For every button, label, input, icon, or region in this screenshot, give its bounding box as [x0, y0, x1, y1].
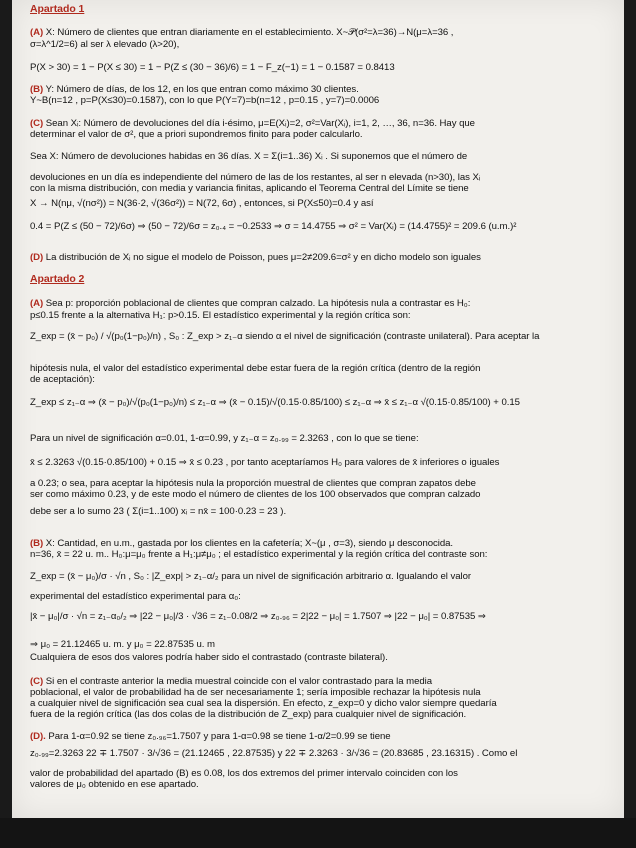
text-line: Sea X: Número de devoluciones habidas en 36 días. X = Σ(i=1..36) Xᵢ . Si suponemos que el número de	[30, 151, 468, 162]
section-letter-label: (A)	[30, 298, 44, 309]
formula-line: x̄ ≤ 2.3263 √(0.15·0.85/100) + 0.15 ⇒ x̄ ≤ 0.23 , por tanto aceptaríamos H₀ para valores de x̄ inferiores o iguales	[30, 457, 500, 468]
text-line: (D) La distribución de Xᵢ no sigue el modelo de Poisson, pues μ=2≠209.6=σ² y en dicho modelo son iguales	[30, 252, 481, 263]
text-line: (B) Y: Número de días, de los 12, en los que entran como máximo 30 clientes.	[30, 84, 359, 95]
section-title-apartado-2: Apartado 2	[30, 273, 85, 285]
text-line: poblacional, el valor de probabilidad ha de ser necesariamente 1; sería imposible rechazar la hipótesis nula	[30, 687, 481, 698]
text-line: hipótesis nula, el valor del estadístico experimental debe estar fuera de la región crítica (dentro de la región	[30, 363, 481, 374]
text-line: p≤0.15 frente a la alternativa H₁: p>0.15. El estadístico experimental y la región crítica son:	[30, 310, 411, 321]
section-letter-label: (D)	[30, 252, 44, 263]
formula-line: ⇒ μ₀ = 21.12465 u. m. y μ₀ = 22.87535 u. m	[30, 639, 215, 650]
formula-line: 0.4 = P(Z ≤ (50 − 72)/6σ) ⇒ (50 − 72)/6σ = z₀.₄ = −0.2533 ⇒ σ = 14.4755 ⇒ σ² = Var(Xᵢ) = (14.4755)² = 209.6 (u.m.)²	[30, 221, 517, 232]
text-line: Para un nivel de significación α=0.01, 1-α=0.99, y z₁₋α = z₀.₉₉ = 2.3263 , con lo que se tiene:	[30, 433, 419, 444]
document-page	[12, 0, 624, 818]
section-letter-label: (D).	[30, 731, 46, 742]
text-line: (A) Sea p: proporción poblacional de clientes que compran calzado. La hipótesis nula a contrastar es H₀:	[30, 298, 471, 309]
section-letter-label: (C)	[30, 118, 44, 129]
text-line: Y~B(n=12 , p=P(X≤30)=0.1587), con lo que P(Y=7)=b(n=12 , p=0.15 , y=7)=0.0006	[30, 95, 380, 106]
text-line: fuera de la región crítica (las dos colas de la distribución de Z_exp) para cualquier nivel de significación.	[30, 709, 467, 720]
formula-line: |x̄ − μ₀|/σ · √n = z₁₋α₀/₂ ⇒ |22 − μ₀|/3 · √36 = z₁₋0.08/2 ⇒ z₀.₉₆ = 2|22 − μ₀| = 1.7507 ⇒ |22 − μ₀| = 0.87535 ⇒	[30, 611, 486, 622]
text-line: valor de probabilidad del apartado (B) es 0.08, los dos extremos del primer intervalo coinciden con los	[30, 768, 458, 779]
bottom-dark-edge	[0, 818, 636, 848]
text-line: σ=λ^1/2=6) al ser λ elevado (λ>20),	[30, 39, 180, 50]
section-letter-label: (B)	[30, 84, 44, 95]
formula-line: Z_exp ≤ z₁₋α ⇒ (x̄ − p₀)/√(p₀(1−p₀)/n) ≤ z₁₋α ⇒ (x̄ − 0.15)/√(0.15·0.85/100) ≤ z₁₋α ⇒ x̄ ≤ z₁₋α √(0.15·0.85/100) + 0.15	[30, 397, 520, 408]
text-line: ser como máximo 0.23, y de este modo el número de clientes de los 100 observados que compran calzado	[30, 489, 481, 500]
text-line: Cualquiera de esos dos valores podría haber sido el contrastado (contraste bilateral).	[30, 652, 388, 663]
formula-line: Z_exp = (x̄ − μ₀)/σ · √n , S₀ : |Z_exp| > z₁₋α/₂ para un nivel de significación arbitrario α. Igualando el valor	[30, 571, 472, 582]
formula-line: Z_exp = (x̄ − p₀) / √(p₀(1−p₀)/n) , S₀ : Z_exp > z₁₋α siendo α el nivel de significación (contraste unilateral). Para aceptar la	[30, 331, 540, 342]
section-letter-label: (A)	[30, 27, 44, 38]
text-line: de aceptación):	[30, 374, 95, 385]
text-line: (C) Sean Xᵢ: Número de devoluciones del día i-ésimo, μ=E(Xᵢ)=2, σ²=Var(Xᵢ), i=1, 2, …, 36, n=36. Hay que	[30, 118, 475, 129]
text-line: devoluciones en un día es independiente del número de las de los restantes, al ser n elevada (n>30), las Xᵢ	[30, 172, 481, 183]
text-line: experimental del estadístico experimental para α₀:	[30, 591, 241, 602]
formula-line: z₀.₉₉=2.3263 22 ∓ 1.7507 · 3/√36 = (21.12465 , 22.87535) y 22 ∓ 2.3263 · 3/√36 = (20.83685 , 23.16315) . Como el	[30, 748, 518, 759]
text-line: a cualquier nivel de significación sea cual sea la dispersión. En efecto, z_exp=0 y dicho valor siempre quedaría	[30, 698, 497, 709]
section-letter-label: (B)	[30, 538, 44, 549]
text-line: a 0.23; o sea, para aceptar la hipótesis nula la proporción muestral de clientes que compran zapatos debe	[30, 478, 476, 489]
text-line: (B) X: Cantidad, en u.m., gastada por los clientes en la cafetería; X~(μ , σ=3), siendo μ desconocida.	[30, 538, 454, 549]
formula-line: X → N(nμ, √(nσ²)) = N(36·2, √(36σ²)) = N(72, 6σ) , entonces, si P(X≤50)=0.4 y así	[30, 198, 374, 209]
text-line: (C) Si en el contraste anterior la media muestral coincide con el valor contrastado para la media	[30, 676, 433, 687]
text-line: n=36, x̄ = 22 u. m.. H₀:μ=μ₀ frente a H₁:μ≠μ₀ ; el estadístico experimental y la región crítica del contraste son:	[30, 549, 488, 560]
section-letter-label: (C)	[30, 676, 44, 687]
text-line: debe ser a lo sumo 23 ( Σ(i=1..100) xᵢ = nx̄ = 100·0.23 = 23 ).	[30, 506, 287, 517]
formula-line: P(X > 30) = 1 − P(X ≤ 30) = 1 − P(Z ≤ (30 − 36)/6) = 1 − F_z(−1) = 1 − 0.1587 = 0.8413	[30, 62, 395, 73]
text-line: determinar el valor de σ², que a priori supondremos finito para poder calcularlo.	[30, 129, 363, 140]
text-line: (A) X: Número de clientes que entran diariamente en el establecimiento. X~𝒫(σ²=λ=36)→N(μ=λ=36 ,	[30, 27, 454, 38]
section-title-apartado-1: Apartado 1	[30, 3, 85, 15]
text-line: valores de μ₀ obtenido en ese apartado.	[30, 779, 199, 790]
text-line: (D). Para 1-α=0.92 se tiene z₀.₉₆=1.7507 y para 1-α=0.98 se tiene 1-α/2=0.99 se tiene	[30, 731, 391, 742]
text-line: con la misma distribución, con media y variancia finitas, aplicando el Teorema Central del Límite se tiene	[30, 183, 469, 194]
